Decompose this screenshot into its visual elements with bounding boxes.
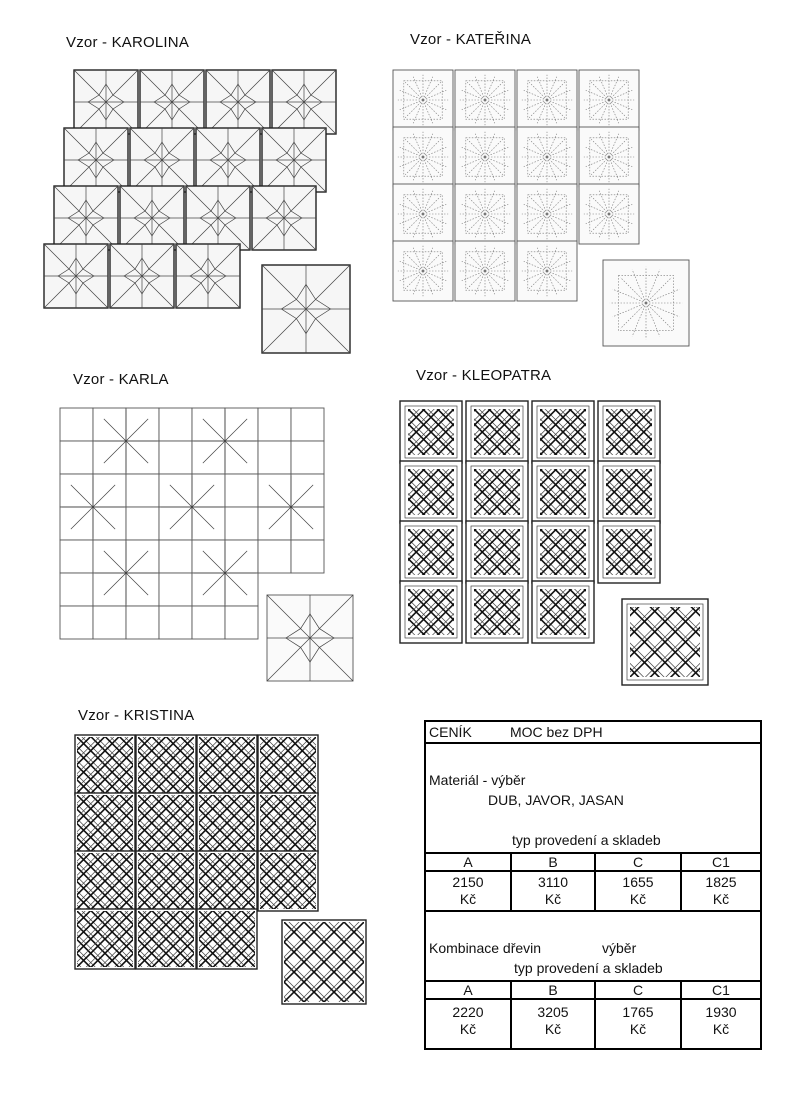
single-prices-row	[426, 872, 760, 912]
single-price-a-unit: Kč	[459, 891, 477, 907]
karolina-tile	[206, 70, 270, 134]
combo-price-c-unit: Kč	[629, 1021, 647, 1037]
single-price-b	[510, 872, 594, 910]
katerina-tile	[455, 70, 515, 130]
single-price-a-value: 2150	[452, 874, 484, 890]
price-list-table	[424, 720, 762, 1050]
combo-column-header-b: B	[510, 982, 594, 998]
combo-price-a	[426, 1000, 510, 1048]
combination-selection: výběr	[602, 940, 637, 956]
karolina-tile	[44, 244, 108, 308]
karla-pattern-drawing	[55, 400, 365, 690]
price-list-heading: CENÍK	[429, 724, 472, 740]
kleopatra-pattern-drawing	[392, 395, 722, 690]
karolina-tile	[130, 128, 194, 192]
katerina-tile	[455, 127, 515, 187]
katerina-tile	[517, 241, 577, 301]
combo-price-c1	[680, 1000, 760, 1048]
pattern-title-karla: Vzor - KARLA	[73, 371, 169, 388]
single-price-c1-unit: Kč	[712, 891, 730, 907]
katerina-tile	[455, 184, 515, 244]
pattern-title-karolina: Vzor - KAROLINA	[66, 34, 190, 51]
combo-price-c-value: 1765	[622, 1004, 654, 1020]
combo-price-a-value: 2220	[452, 1004, 484, 1020]
karla-sample-tile	[267, 595, 353, 681]
price-list-header	[426, 722, 760, 744]
materials-text: DUB, JAVOR, JASAN	[488, 792, 624, 808]
combo-columns-row	[426, 980, 760, 1000]
karolina-tile	[140, 70, 204, 134]
combo-price-c1-unit: Kč	[712, 1021, 730, 1037]
katerina-tile	[393, 127, 453, 187]
combo-price-c	[594, 1000, 680, 1048]
karolina-tile	[186, 186, 250, 250]
karolina-tile	[64, 128, 128, 192]
single-price-c	[594, 872, 680, 910]
price-list-subheading: MOC bez DPH	[510, 724, 603, 740]
karolina-tile	[252, 186, 316, 250]
single-price-b-value: 3110	[537, 874, 569, 890]
katerina-tile	[579, 70, 639, 130]
single-price-c-value: 1655	[622, 874, 654, 890]
single-price-b-unit: Kč	[544, 891, 562, 907]
karolina-tile	[120, 186, 184, 250]
combo-price-b-value: 3205	[537, 1004, 569, 1020]
karolina-tile	[196, 128, 260, 192]
katerina-tile	[393, 184, 453, 244]
karolina-sample-tile	[262, 265, 350, 353]
katerina-tile	[579, 184, 639, 244]
katerina-tile	[393, 241, 453, 301]
combination-label: Kombinace dřevin	[429, 940, 542, 956]
karolina-tile	[54, 186, 118, 250]
column-header-c: C	[594, 854, 680, 870]
combo-column-header-c1: C1	[680, 982, 760, 998]
type-label: typ provedení a skladeb	[512, 832, 661, 848]
combination-type-label: typ provedení a skladeb	[514, 960, 663, 976]
katerina-tile	[393, 70, 453, 130]
single-price-c-unit: Kč	[629, 891, 647, 907]
column-header-c1: C1	[680, 854, 760, 870]
combo-prices-row	[426, 1000, 760, 1048]
karolina-tile	[110, 244, 174, 308]
combo-column-header-a: A	[463, 982, 473, 998]
combo-price-b	[510, 1000, 594, 1048]
single-price-c1	[680, 872, 760, 910]
pattern-title-kleopatra: Vzor - KLEOPATRA	[416, 367, 552, 384]
katerina-tile	[517, 127, 577, 187]
karolina-tile	[74, 70, 138, 134]
column-header-a: A	[463, 854, 473, 870]
kristina-pattern-drawing	[70, 730, 390, 1010]
combo-price-b-unit: Kč	[544, 1021, 562, 1037]
karolina-tile	[176, 244, 240, 308]
single-columns-row	[426, 852, 760, 872]
combo-price-c1-value: 1930	[705, 1004, 737, 1020]
combo-column-header-c: C	[594, 982, 680, 998]
katerina-tile	[579, 127, 639, 187]
single-price-c1-value: 1825	[705, 874, 737, 890]
column-header-b: B	[510, 854, 594, 870]
karolina-pattern-drawing	[30, 60, 370, 360]
katerina-pattern-drawing	[385, 65, 695, 355]
pattern-title-katerina: Vzor - KATEŘINA	[410, 31, 532, 48]
single-price-a	[426, 872, 510, 910]
karolina-tile	[262, 128, 326, 192]
katerina-tile	[455, 241, 515, 301]
katerina-sample-tile	[603, 260, 689, 346]
combo-price-a-unit: Kč	[459, 1021, 477, 1037]
pattern-title-kristina: Vzor - KRISTINA	[78, 707, 195, 724]
katerina-tile	[517, 184, 577, 244]
karolina-tile	[272, 70, 336, 134]
katerina-tile	[517, 70, 577, 130]
material-label: Materiál - výběr	[429, 772, 526, 788]
